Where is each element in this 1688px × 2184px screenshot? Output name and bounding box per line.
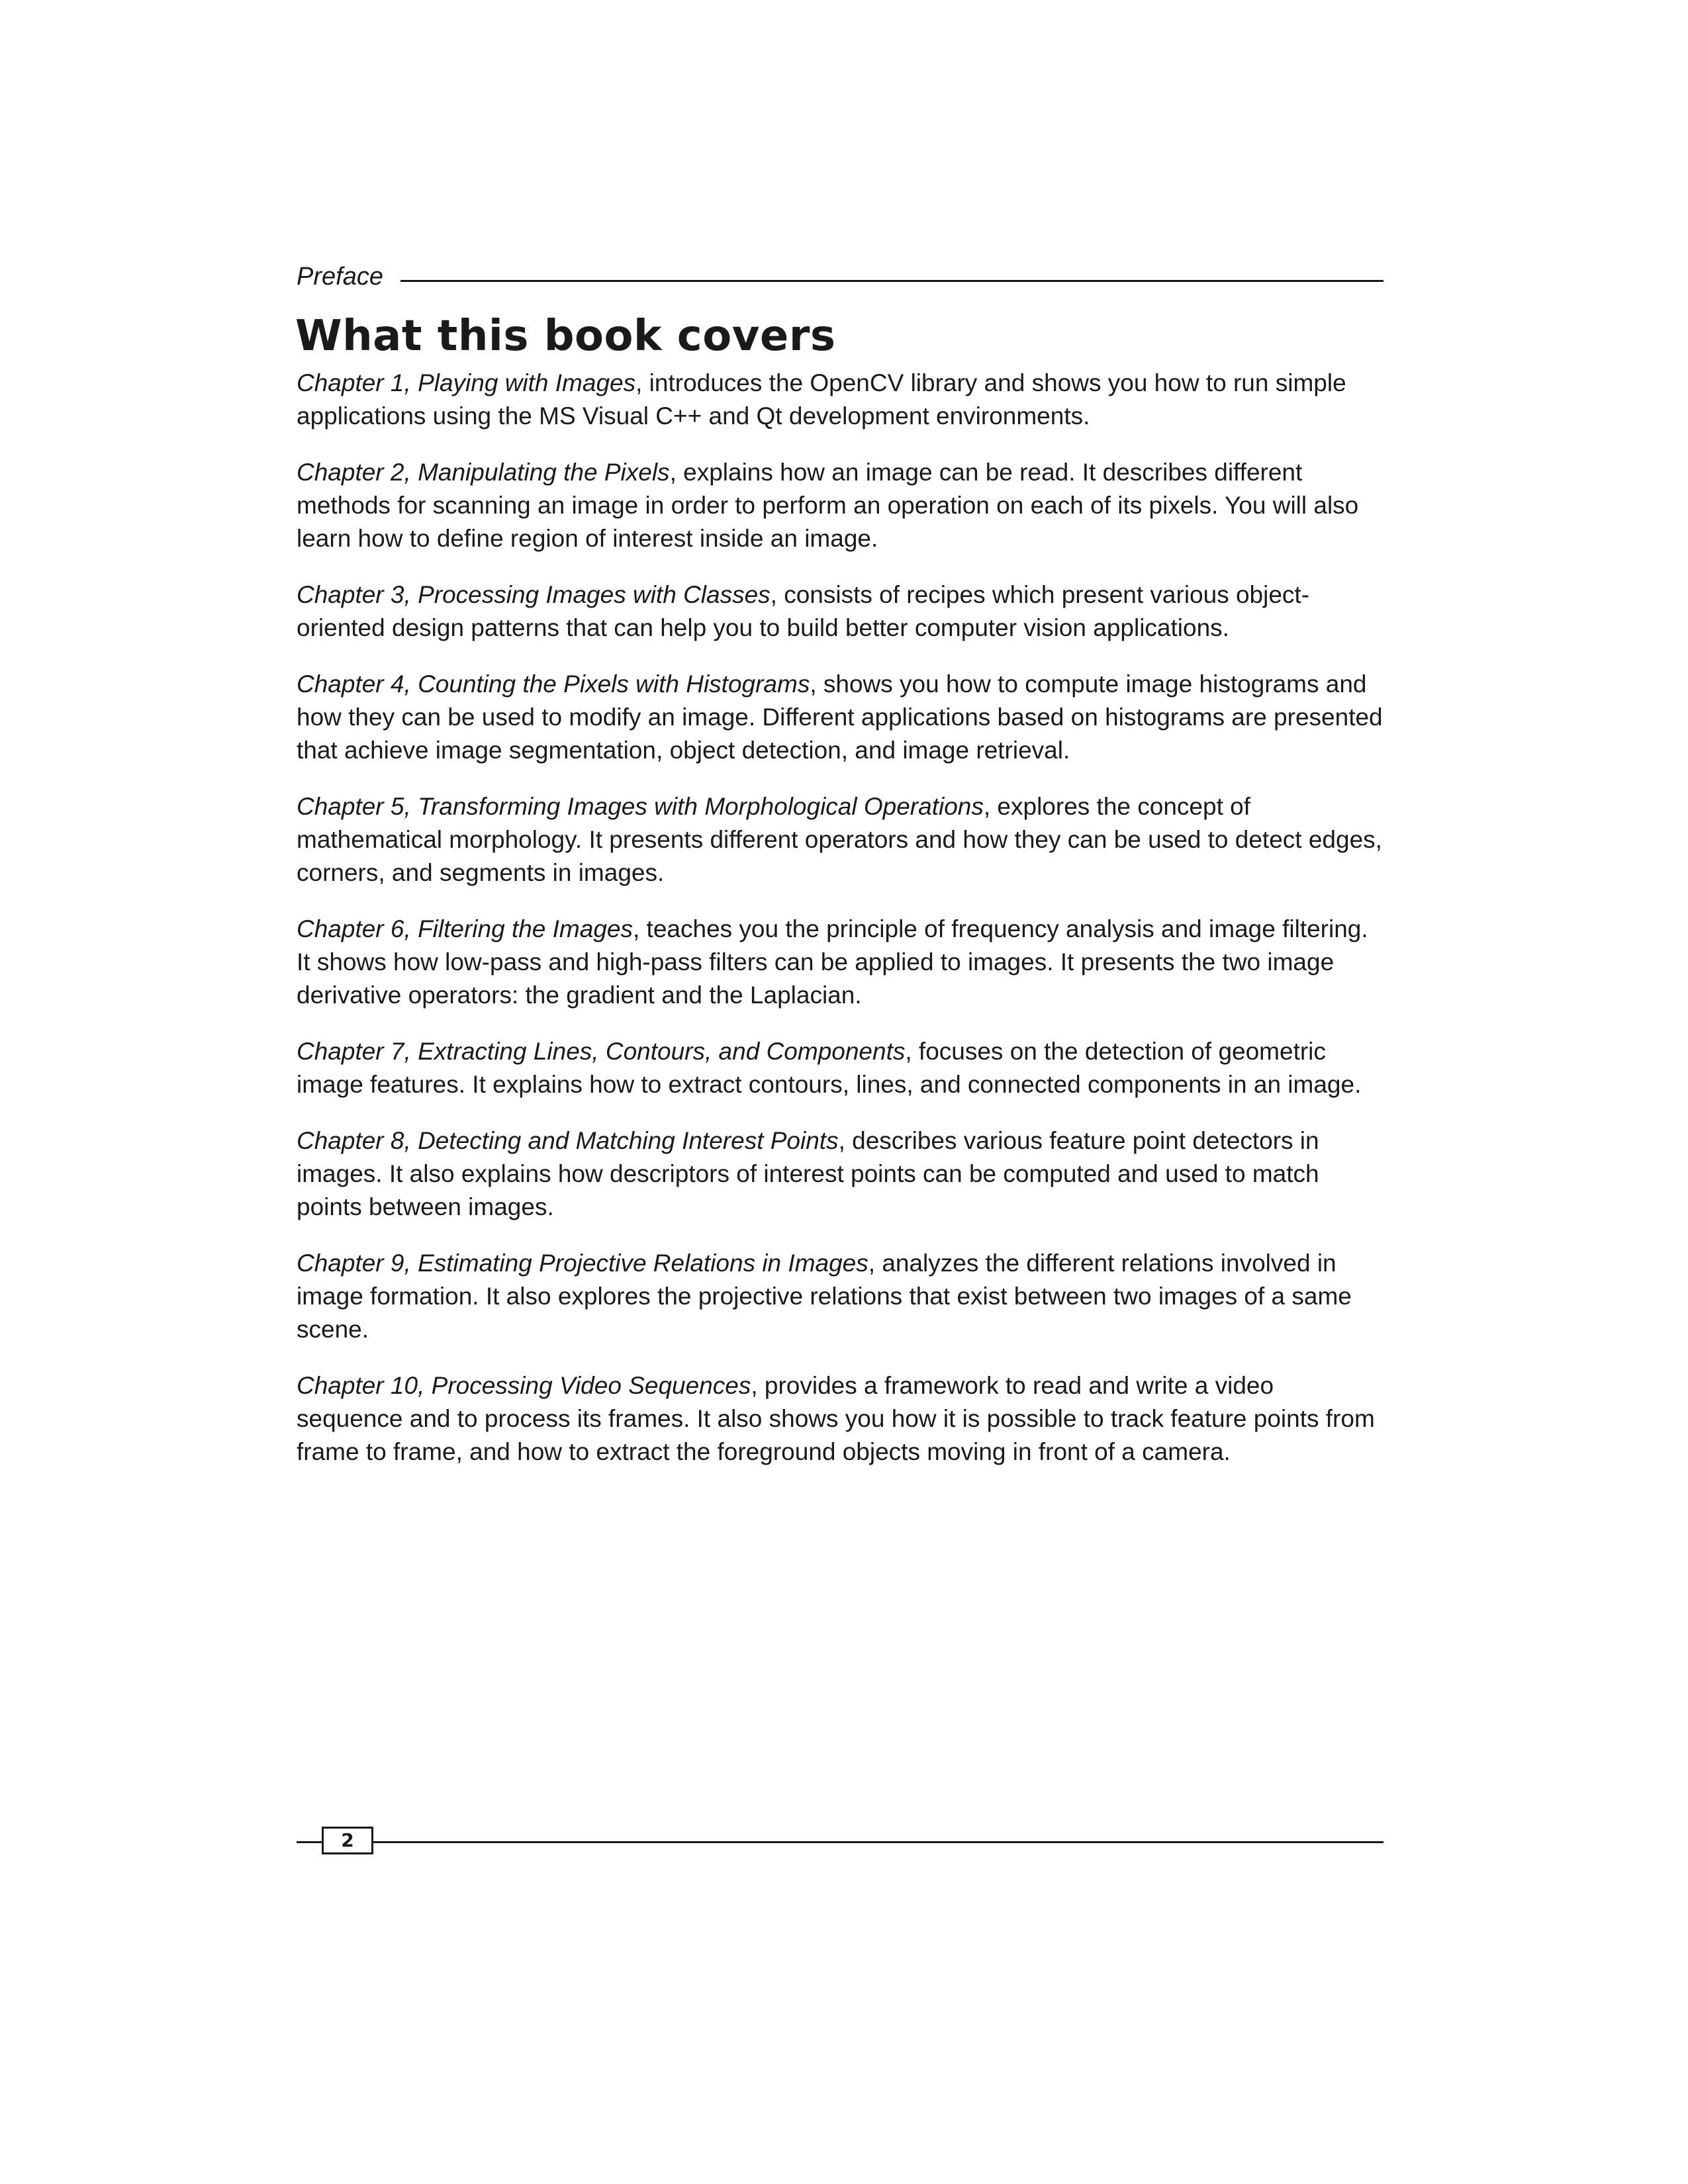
chapter-separator: , — [404, 793, 418, 820]
chapter-description: , provides a framework to read and write a video sequence and to process its frames. It also shows you how it is possible to track feature points from frame to frame, and how to extract the foreground objects moving in front of a camera. — [297, 1372, 1375, 1465]
chapter-entry-10 — [297, 1369, 1385, 1469]
chapter-separator: , — [404, 459, 418, 486]
running-header — [297, 257, 1383, 296]
chapter-description: , consists of recipes which present various object-oriented design patterns that can help you to build better computer vision applications. — [297, 581, 1310, 641]
chapter-entry-1 — [297, 367, 1385, 433]
footer-rule-right — [373, 1841, 1383, 1843]
chapter-number: Chapter 6 — [297, 915, 404, 942]
page-title: What this book covers — [295, 312, 836, 361]
section-label: Preface — [297, 263, 383, 291]
chapter-separator: , — [404, 581, 418, 608]
chapter-description: , introduces the OpenCV library and shows you how to run simple applications using the MS Visual C++ and Qt development environments. — [297, 369, 1346, 430]
chapter-entry-4 — [297, 668, 1385, 767]
chapter-number: Chapter 1 — [297, 369, 404, 396]
chapter-description: , shows you how to compute image histograms and how they can be used to modify an image. Different applications based on histograms are presented that achieve image segmentation, object detection, and image retrieval. — [297, 670, 1383, 764]
chapter-separator: , — [404, 915, 418, 942]
chapter-description: , analyzes the different relations involved in image formation. It also explores the projective relations that exist between two images of a same scene. — [297, 1250, 1352, 1343]
chapter-title: Transforming Images with Morphological Operations — [418, 793, 984, 820]
chapter-separator: , — [404, 369, 418, 396]
chapter-number: Chapter 7 — [297, 1038, 404, 1065]
chapter-number: Chapter 3 — [297, 581, 404, 608]
chapter-list — [297, 367, 1385, 1492]
chapter-separator: , — [404, 1127, 418, 1154]
chapter-description: , focuses on the detection of geometric image features. It explains how to extract contours, lines, and connected components in an image. — [297, 1038, 1362, 1098]
header-rule — [400, 280, 1383, 282]
chapter-entry-9 — [297, 1247, 1385, 1346]
chapter-entry-7 — [297, 1035, 1385, 1101]
chapter-number: Chapter 4 — [297, 670, 404, 698]
chapter-separator: , — [404, 670, 418, 698]
chapter-entry-8 — [297, 1124, 1385, 1224]
chapter-title: Playing with Images — [418, 369, 636, 396]
chapter-title: Counting the Pixels with Histograms — [418, 670, 810, 698]
chapter-entry-2 — [297, 456, 1385, 555]
page-number: 2 — [341, 1829, 354, 1851]
chapter-title: Filtering the Images — [418, 915, 633, 942]
chapter-number: Chapter 8 — [297, 1127, 404, 1154]
footer-rule-left — [297, 1841, 322, 1843]
page-footer — [297, 1827, 1383, 1858]
chapter-description: , teaches you the principle of frequency analysis and image filtering. It shows how low-pass and high-pass filters can be applied to images. It presents the two image derivative operators: the gradient and the Laplacian. — [297, 915, 1368, 1009]
chapter-description: , explains how an image can be read. It describes different methods for scanning an image in order to perform an operation on each of its pixels. You will also learn how to define region of interest inside an image. — [297, 459, 1359, 552]
chapter-number: Chapter 2 — [297, 459, 404, 486]
chapter-number: Chapter 10 — [297, 1372, 418, 1399]
chapter-title: Detecting and Matching Interest Points — [418, 1127, 839, 1154]
chapter-title: Estimating Projective Relations in Images — [418, 1250, 868, 1277]
chapter-title: Manipulating the Pixels — [418, 459, 670, 486]
chapter-description: , explores the concept of mathematical morphology. It presents different operators and how they can be used to detect edges, corners, and segments in images. — [297, 793, 1382, 886]
page-number-box — [322, 1827, 373, 1854]
chapter-title: Processing Video Sequences — [431, 1372, 751, 1399]
chapter-separator: , — [404, 1038, 418, 1065]
chapter-description: , describes various feature point detectors in images. It also explains how descriptors of interest points can be computed and used to match points between images. — [297, 1127, 1319, 1220]
chapter-separator: , — [404, 1250, 418, 1277]
chapter-number: Chapter 5 — [297, 793, 404, 820]
chapter-number: Chapter 9 — [297, 1250, 404, 1277]
chapter-entry-6 — [297, 913, 1385, 1012]
chapter-separator: , — [418, 1372, 432, 1399]
chapter-entry-5 — [297, 790, 1385, 889]
chapter-entry-3 — [297, 578, 1385, 645]
chapter-title: Extracting Lines, Contours, and Components — [418, 1038, 906, 1065]
chapter-title: Processing Images with Classes — [418, 581, 771, 608]
